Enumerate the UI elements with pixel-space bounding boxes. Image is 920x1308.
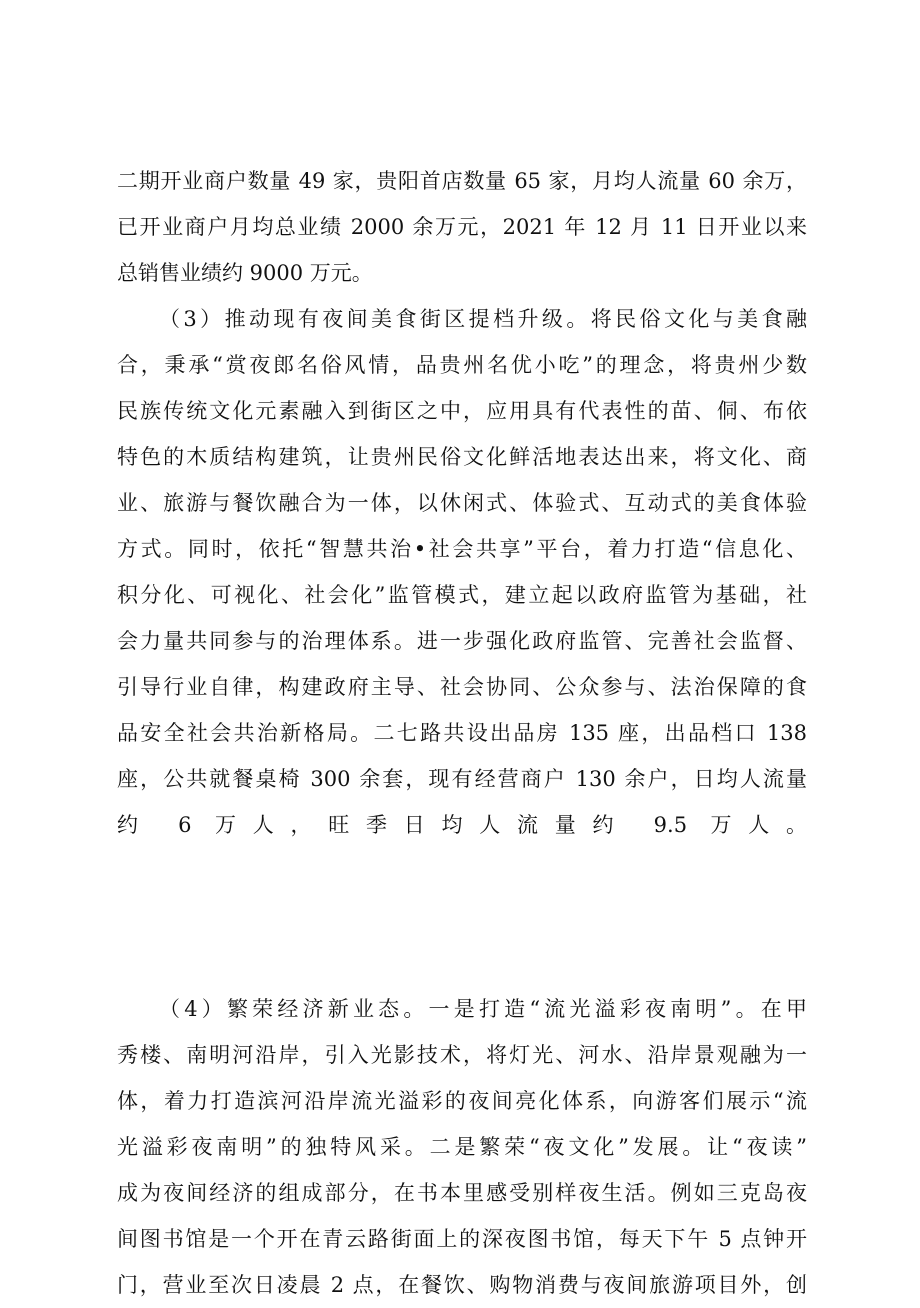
text-line: 门，营业至次日凌晨 2 点，在餐饮、购物消费与夜间旅游项目外，创: [117, 1273, 807, 1297]
text-line: 民族传统文化元素融入到街区之中，应用具有代表性的苗、侗、布依: [117, 399, 807, 423]
text-line: 成为夜间经济的组成部分，在书本里感受别样夜生活。例如三克岛夜: [117, 1181, 807, 1205]
text-line: [117, 894, 807, 940]
text-line: （4）繁荣经济新业态。一是打造“流光溢彩夜南明”。在甲: [159, 997, 807, 1021]
text-line: （3）推动现有夜间美食街区提档升级。将民俗文化与美食融: [159, 307, 807, 331]
text-line: 座，公共就餐桌椅 300 余套，现有经营商户 130 余户，日均人流量: [117, 767, 807, 791]
text-line: 光溢彩夜南明”的独特风采。二是繁荣“夜文化”发展。让“夜读”: [117, 1135, 807, 1159]
text-line: [117, 848, 807, 894]
paragraph-1: [117, 158, 807, 296]
text-line: [117, 940, 807, 986]
paragraph-2: [117, 296, 807, 986]
text-line: 积分化、可视化、社会化”监管模式，建立起以政府监管为基础，社: [117, 583, 807, 607]
text-line: 已开业商户月均总业绩 2000 余万元，2021 年 12 月 11 日开业以来: [117, 215, 807, 239]
text-line: 体，着力打造滨河沿岸流光溢彩的夜间亮化体系，向游客们展示“流: [117, 1089, 807, 1113]
text-line: 约 6 万人，旺季日均人流量约 9.5 万人。: [117, 813, 807, 837]
text-line: 方式。同时，依托“智慧共治•社会共享”平台，着力打造“信息化、: [117, 537, 807, 561]
text-line: 二期开业商户数量 49 家，贵阳首店数量 65 家，月均人流量 60 余万，: [117, 169, 807, 193]
text-line: 业、旅游与餐饮融合为一体，以休闲式、体验式、互动式的美食体验: [117, 491, 807, 515]
text-line: 间图书馆是一个开在青云路街面上的深夜图书馆，每天下午 5 点钟开: [117, 1227, 807, 1251]
text-line: 特色的木质结构建筑，让贵州民俗文化鲜活地表达出来，将文化、商: [117, 445, 807, 469]
text-line: 品安全社会共治新格局。二七路共设出品房 135 座，出品档口 138: [117, 721, 807, 745]
text-line: 总销售业绩约 9000 万元。: [117, 261, 373, 285]
text-line: 引导行业自律，构建政府主导、社会协同、公众参与、法治保障的食: [117, 675, 807, 699]
paragraph-3: [117, 986, 807, 1308]
text-line: 会力量共同参与的治理体系。进一步强化政府监管、完善社会监督、: [117, 629, 807, 653]
text-line: 秀楼、南明河沿岸，引入光影技术，将灯光、河水、沿岸景观融为一: [117, 1043, 807, 1067]
text-line: 合，秉承“赏夜郎名俗风情，品贵州名优小吃”的理念，将贵州少数: [117, 353, 807, 377]
document-body: [117, 158, 807, 1308]
